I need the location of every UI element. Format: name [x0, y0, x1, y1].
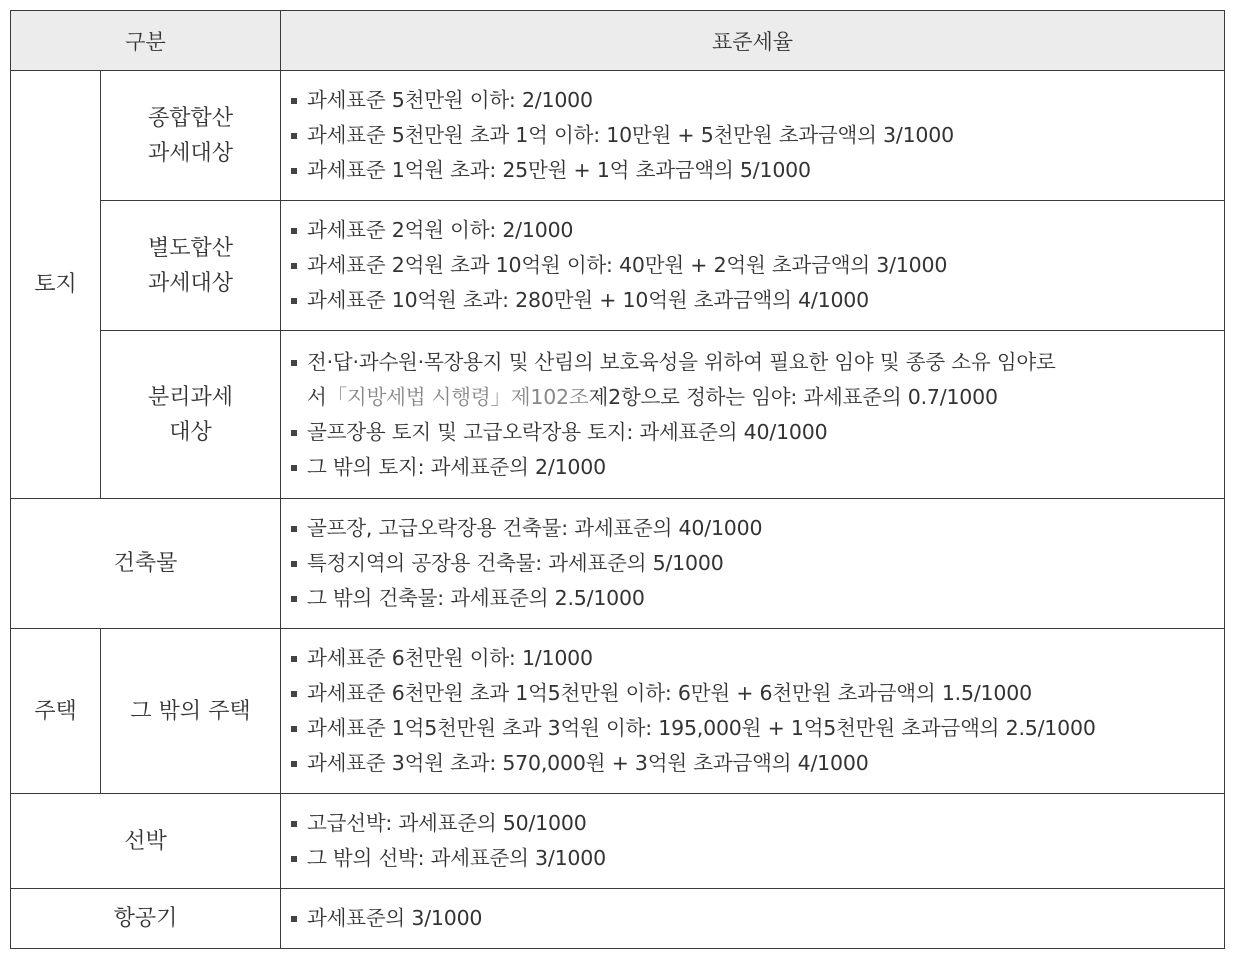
- header-row: [11, 11, 1225, 71]
- law-reference-link[interactable]: 「지방세법 시행령」제102조: [326, 384, 589, 409]
- housing-rates: [281, 629, 1225, 794]
- table-row: [11, 201, 1225, 331]
- list-item: 과세표준 10억원 초과: 280만원 + 10억원 초과금액의 4/1000: [289, 283, 1218, 318]
- subcategory-label-line2: 과세대상: [148, 270, 234, 296]
- list-item: 과세표준 5천만원 초과 1억 이하: 10만원 + 5천만원 초과금액의 3/1000: [289, 118, 1218, 153]
- forest-land-text-line1: 전·답·과수원·목장용지 및 산림의 보호육성을 위하여 필요한 임야 및 종중 소유 임야로: [307, 349, 1056, 374]
- list-item: 과세표준 2억원 이하: 2/1000: [289, 213, 1218, 248]
- housing-subcategory: [101, 629, 281, 794]
- list-item: [289, 345, 1218, 415]
- housing-sub-label: 그 밖의 주택: [130, 698, 251, 724]
- separate-subcategory: [101, 201, 281, 331]
- ship-label: 선박: [124, 828, 167, 854]
- table-row: [11, 794, 1225, 889]
- subcategory-label-line1: 분리과세: [148, 384, 234, 410]
- housing-category: [11, 629, 101, 794]
- list-item: 그 밖의 선박: 과세표준의 3/1000: [289, 841, 1218, 876]
- list-item: 그 밖의 토지: 과세표준의 2/1000: [289, 450, 1218, 485]
- table-row: [11, 71, 1225, 201]
- list-item: 고급선박: 과세표준의 50/1000: [289, 806, 1218, 841]
- aircraft-category: [11, 889, 281, 949]
- list-item: 과세표준 3억원 초과: 570,000원 + 3억원 초과금액의 4/1000: [289, 746, 1218, 781]
- list-item: 과세표준 2억원 초과 10억원 이하: 40만원 + 2억원 초과금액의 3/1000: [289, 248, 1218, 283]
- comprehensive-rates: [281, 71, 1225, 201]
- tax-rate-table: [10, 10, 1225, 949]
- comprehensive-subcategory: [101, 71, 281, 201]
- header-category: 구분: [11, 11, 281, 71]
- subcategory-label-line1: 종합합산: [148, 105, 234, 131]
- building-rates: [281, 499, 1225, 629]
- list-item: 과세표준 6천만원 초과 1억5천만원 이하: 6만원 + 6천만원 초과금액의 1.5/1000: [289, 676, 1218, 711]
- subcategory-label-line2: 대상: [169, 419, 212, 445]
- forest-land-text-pre: 서: [307, 384, 327, 409]
- list-item: 과세표준 6천만원 이하: 1/1000: [289, 641, 1218, 676]
- ship-category: [11, 794, 281, 889]
- list-item: 그 밖의 건축물: 과세표준의 2.5/1000: [289, 581, 1218, 616]
- forest-land-text-post: 제2항으로 정하는 임야: 과세표준의 0.7/1000: [588, 384, 998, 409]
- split-rates: [281, 331, 1225, 499]
- land-label: 토지: [34, 272, 77, 297]
- split-subcategory: [101, 331, 281, 499]
- separate-rates: [281, 201, 1225, 331]
- subcategory-label-line2: 과세대상: [148, 140, 234, 166]
- table-row: [11, 889, 1225, 949]
- building-category: [11, 499, 281, 629]
- list-item: 과세표준 5천만원 이하: 2/1000: [289, 83, 1218, 118]
- subcategory-label-line1: 별도합산: [148, 235, 234, 261]
- aircraft-rates: [281, 889, 1225, 949]
- list-item: 과세표준 1억원 초과: 25만원 + 1억 초과금액의 5/1000: [289, 153, 1218, 188]
- header-standard-rate: 표준세율: [281, 11, 1225, 71]
- table-row: [11, 499, 1225, 629]
- list-item: 골프장, 고급오락장용 건축물: 과세표준의 40/1000: [289, 511, 1218, 546]
- ship-rates: [281, 794, 1225, 889]
- table-row: [11, 629, 1225, 794]
- building-label: 건축물: [113, 551, 178, 576]
- list-item: 과세표준 1억5천만원 초과 3억원 이하: 195,000원 + 1억5천만원 초과금액의 2.5/1000: [289, 711, 1218, 746]
- list-item: 과세표준의 3/1000: [289, 901, 1218, 936]
- housing-label: 주택: [34, 698, 77, 724]
- list-item: 골프장용 토지 및 고급오락장용 토지: 과세표준의 40/1000: [289, 415, 1218, 450]
- table-row: [11, 331, 1225, 499]
- land-category: [11, 71, 101, 499]
- aircraft-label: 항공기: [113, 906, 178, 931]
- list-item: 특정지역의 공장용 건축물: 과세표준의 5/1000: [289, 546, 1218, 581]
